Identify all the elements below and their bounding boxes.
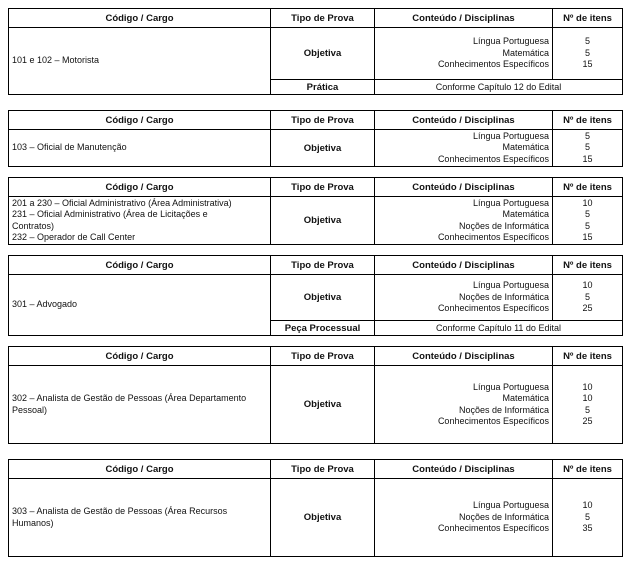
item-count: 5: [584, 511, 590, 522]
itens-cell: [553, 275, 623, 321]
header-itens: Nº de itens: [553, 256, 623, 275]
item-count: 5: [584, 130, 590, 141]
item-count: 15: [582, 232, 593, 242]
table-row: [9, 28, 623, 80]
cargo-cell: [9, 479, 271, 557]
itens-cell: [553, 197, 623, 245]
item-count: 10: [582, 381, 593, 392]
itens-cell: [553, 28, 623, 80]
header-itens: Nº de itens: [553, 347, 623, 366]
table-row: [9, 197, 623, 245]
disciplina: Língua Portuguesa: [472, 280, 549, 291]
item-count: 5: [584, 220, 590, 231]
disciplina: Conhecimentos Específicos: [437, 416, 549, 426]
table-row: [9, 130, 623, 167]
disciplina: Língua Portuguesa: [472, 500, 549, 511]
header-itens: Nº de itens: [553, 460, 623, 479]
item-count: 5: [584, 36, 590, 47]
item-count: 5: [584, 47, 590, 58]
item-count: 10: [582, 500, 593, 511]
header-conteudo: Conteúdo / Disciplinas: [375, 347, 553, 366]
header-conteudo: Conteúdo / Disciplinas: [375, 178, 553, 197]
header-tipo: Tipo de Prova: [271, 111, 375, 130]
prova-type: Prática: [271, 80, 375, 95]
disciplina: Língua Portuguesa: [472, 36, 549, 47]
itens-cell: [553, 479, 623, 557]
cargo-cell: [9, 28, 271, 95]
cargo-line: Humanos): [12, 517, 54, 528]
item-count: 25: [582, 416, 593, 426]
cargo-cell: [9, 130, 271, 167]
header-itens: Nº de itens: [553, 111, 623, 130]
item-count: 5: [584, 142, 590, 153]
exam-table-oficial-administrativo: [8, 177, 623, 245]
prova-type: Objetiva: [271, 197, 375, 245]
header-row: [9, 178, 623, 197]
disciplinas-cell: [375, 28, 553, 80]
header-cargo: Código / Cargo: [9, 9, 271, 28]
header-row: [9, 9, 623, 28]
exam-table-advogado: [8, 255, 623, 336]
prova-type: Objetiva: [271, 479, 375, 557]
header-row: [9, 256, 623, 275]
cargo-line: Contratos): [12, 220, 55, 231]
header-conteudo: Conteúdo / Disciplinas: [375, 256, 553, 275]
disciplina: Língua Portuguesa: [472, 197, 549, 208]
disciplina: Conhecimentos Específicos: [437, 523, 549, 534]
disciplina: Matemática: [502, 393, 549, 403]
disciplina: Noções de Informática: [458, 511, 549, 522]
header-tipo: Tipo de Prova: [271, 178, 375, 197]
cargo-cell: [9, 275, 271, 336]
item-count: 5: [584, 404, 590, 415]
disciplina: Noções de Informática: [458, 291, 549, 302]
disciplina: Conhecimentos Específicos: [437, 153, 549, 164]
header-cargo: Código / Cargo: [9, 178, 271, 197]
disciplina: Noções de Informática: [458, 404, 549, 415]
prova-type: Objetiva: [271, 275, 375, 321]
header-tipo: Tipo de Prova: [271, 256, 375, 275]
cargo-line: 303 – Analista de Gestão de Pessoas (Área Recursos: [12, 506, 228, 516]
disciplinas-cell: [375, 197, 553, 245]
table-row: [9, 366, 623, 444]
header-cargo: Código / Cargo: [9, 347, 271, 366]
item-count: 35: [582, 523, 593, 534]
item-count: 15: [582, 153, 593, 164]
cargo-line: 101 e 102 – Motorista: [12, 55, 100, 66]
cargo-line: 302 – Analista de Gestão de Pessoas (Área Departamento: [12, 393, 247, 403]
disciplina: Conhecimentos Específicos: [437, 303, 549, 314]
header-conteudo: Conteúdo / Disciplinas: [375, 9, 553, 28]
disciplina: Conhecimentos Específicos: [437, 232, 549, 242]
item-count: 10: [582, 197, 593, 208]
prova-type: Objetiva: [271, 366, 375, 444]
header-tipo: Tipo de Prova: [271, 460, 375, 479]
item-count: 5: [584, 291, 590, 302]
header-cargo: Código / Cargo: [9, 460, 271, 479]
header-tipo: Tipo de Prova: [271, 9, 375, 28]
cargo-line: 301 – Advogado: [12, 299, 78, 310]
table-row: [9, 479, 623, 557]
header-conteudo: Conteúdo / Disciplinas: [375, 111, 553, 130]
cargo-line: 103 – Oficial de Manutenção: [12, 142, 127, 153]
disciplinas-cell: [375, 275, 553, 321]
table-row: [9, 275, 623, 321]
item-count: 25: [582, 303, 593, 314]
header-itens: Nº de itens: [553, 178, 623, 197]
cargo-line: Pessoal): [12, 404, 48, 415]
header-row: [9, 347, 623, 366]
disciplina: Conhecimentos Específicos: [437, 59, 549, 70]
header-row: [9, 460, 623, 479]
conforme-text: Conforme Capítulo 12 do Edital: [375, 80, 623, 95]
header-row: [9, 111, 623, 130]
cargo-cell: [9, 366, 271, 444]
disciplinas-cell: [375, 366, 553, 444]
itens-cell: [553, 130, 623, 167]
prova-type: Objetiva: [271, 28, 375, 80]
item-count: 5: [584, 209, 590, 219]
item-count: 10: [582, 393, 593, 403]
disciplina: Língua Portuguesa: [472, 130, 549, 141]
conforme-text: Conforme Capítulo 11 do Edital: [375, 321, 623, 336]
header-conteudo: Conteúdo / Disciplinas: [375, 460, 553, 479]
header-tipo: Tipo de Prova: [271, 347, 375, 366]
item-count: 15: [582, 59, 593, 70]
disciplina: Noções de Informática: [458, 220, 549, 231]
prova-type: Peça Processual: [271, 321, 375, 336]
itens-cell: [553, 366, 623, 444]
cargo-line: 231 – Oficial Administrativo (Área de Licitações e: [12, 209, 208, 219]
disciplinas-cell: [375, 479, 553, 557]
disciplina: Língua Portuguesa: [472, 381, 549, 392]
header-cargo: Código / Cargo: [9, 256, 271, 275]
disciplina: Matemática: [502, 209, 549, 219]
exam-table-analista-departamento-pessoal: [8, 346, 623, 444]
prova-type: Objetiva: [271, 130, 375, 167]
item-count: 10: [582, 280, 593, 291]
disciplinas-cell: [375, 130, 553, 167]
header-cargo: Código / Cargo: [9, 111, 271, 130]
disciplina: Matemática: [502, 47, 549, 58]
cargo-line: 201 a 230 – Oficial Administrativo (Área Administrativa): [12, 197, 232, 208]
exam-table-motorista: [8, 8, 623, 95]
cargo-cell: [9, 197, 271, 245]
header-itens: Nº de itens: [553, 9, 623, 28]
cargo-line: 232 – Operador de Call Center: [12, 232, 136, 242]
exam-table-analista-recursos-humanos: [8, 459, 623, 557]
exam-table-oficial-manutencao: [8, 110, 623, 167]
disciplina: Matemática: [502, 142, 549, 153]
